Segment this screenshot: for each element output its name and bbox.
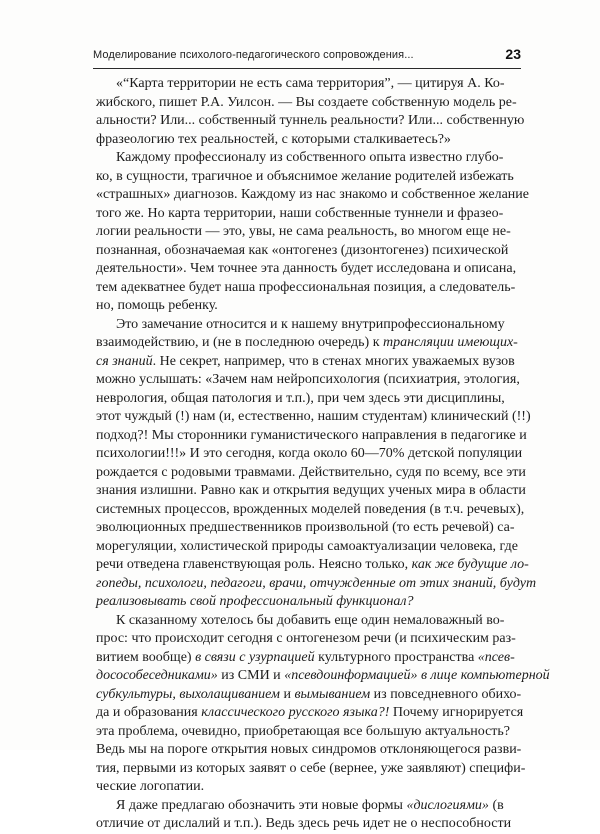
text-line xyxy=(96,630,516,649)
text-line xyxy=(96,223,511,242)
italic-text-span: классического русского языка?! xyxy=(201,705,390,720)
text-span: познанная, обозначаемая как «онтогенез (дизонтогенез) психической xyxy=(96,242,509,258)
italic-text-span: гопеды, психологи, педагоги, врачи, отчужденные от этих знаний, будут xyxy=(96,575,537,591)
text-line xyxy=(96,408,531,427)
text-span: и xyxy=(279,686,295,702)
text-span: прос: что происходит сегодня с онтогенезом речи (и психическим раз- xyxy=(96,631,516,646)
text-line xyxy=(96,593,502,612)
text-line xyxy=(96,519,515,538)
page-number: 23 xyxy=(505,46,521,62)
running-header xyxy=(93,46,521,68)
text-span: ческие логопатии. xyxy=(96,779,205,794)
italic-text-span: в связи с узурпацией xyxy=(195,649,315,665)
body-text xyxy=(96,75,550,834)
text-line xyxy=(96,427,527,446)
text-span: можно услышать: «Зачем нам нейропсихология (психиатрия, этология, xyxy=(96,372,520,387)
text-span: жибского, пишет Р.А. Уилсон. — Вы создаете собственную модель ре- xyxy=(96,94,517,110)
header-rule xyxy=(93,68,521,69)
text-line xyxy=(96,371,520,390)
text-span: из повседневного обихо- xyxy=(370,686,522,702)
text-line xyxy=(96,279,516,298)
text-span: ко, в сущности, трагичное и объяснимое желание родителей избежать xyxy=(96,168,514,184)
text-line xyxy=(96,612,505,631)
text-span: психологии!!!» И это сегодня, когда около 60—70% детской популяции xyxy=(96,446,523,461)
text-line xyxy=(96,556,529,575)
text-span: этот чуждый (!) нам (и, естественно, нашим студентам) клинический (!!) xyxy=(96,409,531,424)
text-line xyxy=(96,778,502,797)
text-line xyxy=(96,704,524,723)
text-span: да и образования xyxy=(96,705,202,720)
text-span: из СМИ и xyxy=(217,668,285,683)
text-span: культурного пространства xyxy=(314,649,478,665)
text-line xyxy=(96,149,502,168)
text-span: Каждому профессионалу из собственного опыта известно глубо- xyxy=(116,150,504,165)
text-line xyxy=(96,445,523,464)
italic-text-span: «дислогиями» xyxy=(406,797,489,813)
italic-text-span: субкультуры, выхолащиванием xyxy=(96,686,280,702)
text-line xyxy=(96,94,517,113)
text-span: Почему игнорируется xyxy=(389,705,524,720)
text-span: Я даже предлагаю обозначить эти новые формы xyxy=(116,797,407,813)
text-line xyxy=(96,242,509,261)
text-span: «“Карта территории не есть сама территория”, — цитируя А. Ко- xyxy=(116,76,505,91)
text-line xyxy=(96,575,537,594)
text-line xyxy=(96,538,518,557)
text-span: неврология, общая патология и т.п.), при чем здесь эти дисциплины, xyxy=(96,390,505,406)
italic-text-span: досособеседниками» xyxy=(96,668,218,683)
text-line xyxy=(96,667,550,686)
text-line xyxy=(96,797,502,816)
text-span: альности? Или... собственный туннель реальности? Или... собственную xyxy=(96,113,525,128)
text-line xyxy=(96,741,522,760)
text-span: витием вообще) xyxy=(96,649,196,665)
text-line xyxy=(96,501,525,520)
text-span: взаимодействию, и (не в последнюю очередь) к xyxy=(96,335,383,350)
text-line xyxy=(96,334,518,353)
text-span: тем адекватнее будет наша профессиональная позиция, а следователь- xyxy=(96,279,516,295)
text-span: «страшных» диагнозов. Каждому из нас знакомо и собственное желание xyxy=(96,187,530,202)
text-line xyxy=(96,723,511,742)
text-span: системных процессов, врожденных моделей поведения (в т.ч. речевых), xyxy=(96,501,525,517)
text-span: фразеологию тех реальностей, с которыми сталкиваетесь?» xyxy=(96,131,451,147)
italic-text-span: ся знаний xyxy=(96,353,153,369)
text-line xyxy=(96,760,526,779)
text-line xyxy=(96,186,530,205)
text-span: Ведь мы на пороге открытия новых синдромов отклоняющегося разви- xyxy=(96,742,522,757)
text-line xyxy=(96,260,517,279)
text-line xyxy=(96,649,515,668)
text-span: того же. Но карта территории, наши собственные туннели и фразео- xyxy=(96,205,504,221)
text-span: К сказанному хотелось бы добавить еще один немаловажный во- xyxy=(116,612,505,628)
text-span: морегуляции, холистической природы самоактуализации человека, где xyxy=(96,538,518,554)
running-title: Моделирование психолого-педагогического сопровождения... xyxy=(93,49,414,61)
italic-text-span: «псевдоинформацией» xyxy=(284,668,418,683)
text-line xyxy=(96,390,505,409)
text-span: тия, первыми из которых заявят о себе (вернее, уже заявляют) специфи- xyxy=(96,760,526,776)
text-line xyxy=(96,815,512,834)
text-span: речи отведена главенствующая роль. Неясно только, xyxy=(96,557,412,572)
text-line xyxy=(96,205,502,224)
text-line xyxy=(96,464,526,483)
text-line xyxy=(96,316,505,335)
italic-text-span: «псев- xyxy=(477,649,515,665)
italic-text-span: в лице компьютерной xyxy=(420,668,550,683)
text-span: Это замечание относится и к нашему внутрипрофессиональному xyxy=(116,316,505,332)
italic-text-span: трансляции имеющих- xyxy=(383,335,518,350)
text-span: отличие от дислалий и т.п.). Ведь здесь речь идет не о неспособности xyxy=(96,816,512,831)
text-span: эволюционных предшественников произвольной (то есть речевой) са- xyxy=(96,520,515,535)
italic-text-span: реализовывать свой профессиональный функционал? xyxy=(96,594,414,609)
text-line xyxy=(96,112,525,131)
text-line xyxy=(96,75,505,94)
text-span: знания излишни. Равно как и открытия ведущих ученых мира в области xyxy=(96,483,526,498)
text-span: эта проблема, очевидно, приобретающая все большую актуальность? xyxy=(96,723,511,739)
italic-text-span: как же будущие ло- xyxy=(411,557,529,572)
text-line xyxy=(96,482,526,501)
text-span: но, помощь ребенку. xyxy=(96,298,218,313)
text-line xyxy=(96,297,502,316)
text-line xyxy=(96,131,502,150)
text-span: логии реальности — это, увы, не сама реальность, во многом еще не- xyxy=(96,224,511,239)
text-line xyxy=(96,353,515,372)
text-line xyxy=(96,168,514,187)
text-span: рождается с родовыми травмами. Действительно, судя по всему, все эти xyxy=(96,464,526,480)
text-span: . Не секрет, например, что в стенах многих уважаемых вузов xyxy=(152,353,515,369)
text-line xyxy=(96,686,522,705)
text-span: деятельности». Чем точнее эта данность будет исследована и описана, xyxy=(96,261,517,276)
text-span: (в xyxy=(488,797,504,813)
text-span: подход?! Мы сторонники гуманистического направления в педагогике и xyxy=(96,427,527,443)
italic-text-span: вымыванием xyxy=(294,686,371,702)
